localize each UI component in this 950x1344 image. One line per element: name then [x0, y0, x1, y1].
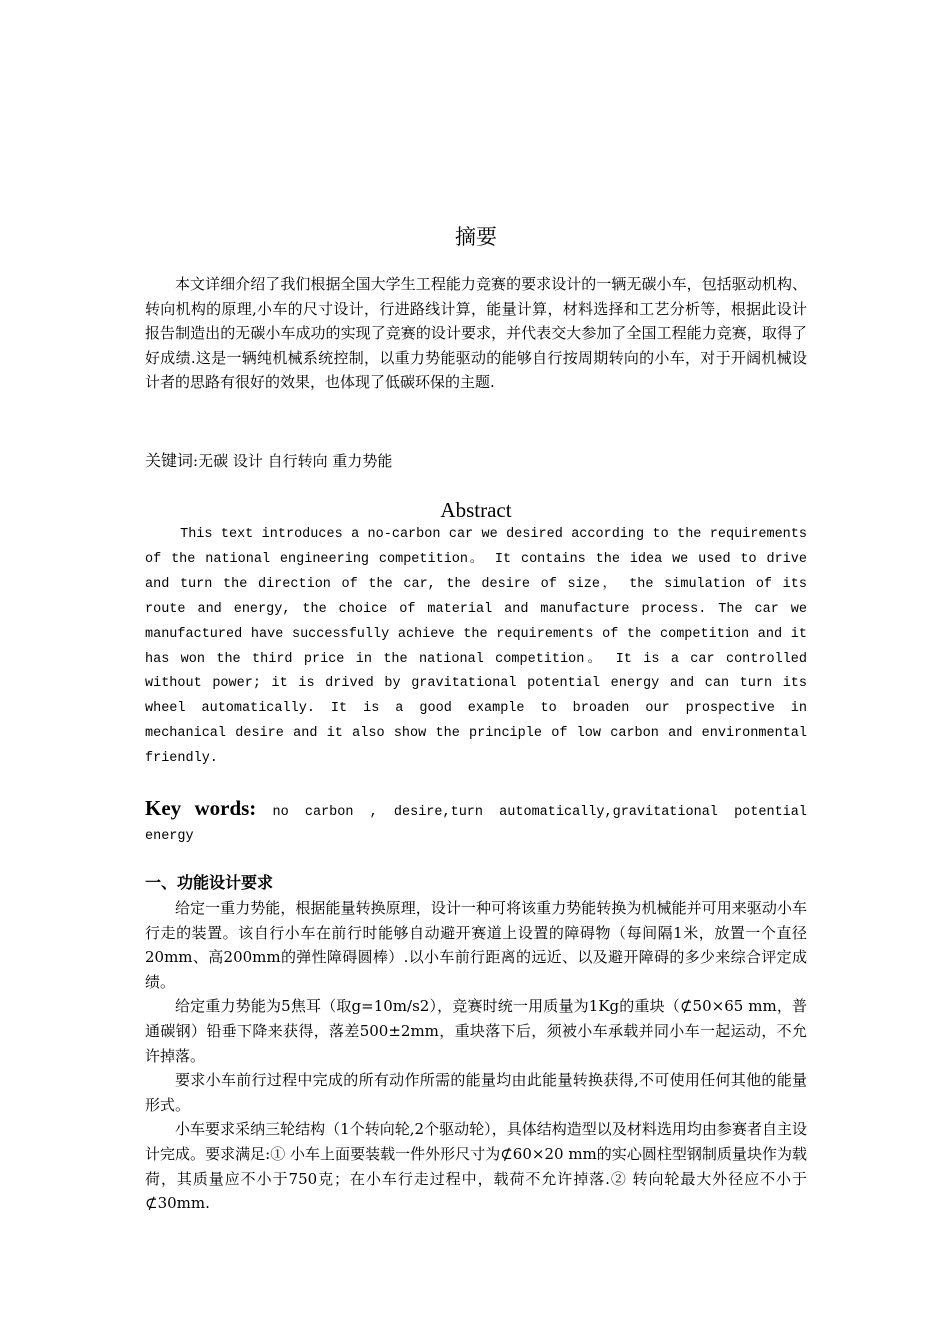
abstract-paragraph-zh: 本文详细介绍了我们根据全国大学生工程能力竞赛的要求设计的一辆无碳小车，包括驱动机构、转向机构的原理,小车的尺寸设计，行进路线计算，能量计算，材料选择和工艺分析等，根据此设计报告制造出的无碳小车成功的实现了竞赛的设计要求，并代表交大参加了全国工程能力竞赛，取得了好成绩.这是一辆纯机械系统控制，以重力势能驱动的能够自行按周期转向的小车，对于开阔机械设计者的思路有很好的效果，也体现了低碳环保的主题.: [145, 275, 807, 391]
abstract-title-en: Abstract: [440, 498, 512, 522]
keywords-label-zh: 关键词: [145, 451, 194, 470]
section-paragraph: 小车要求采纳三轮结构（1个转向轮,2个驱动轮），具体结构造型以及材料选用均由参赛者自主设计完成。要求满足:① 小车上面要装载一件外形尺寸为⊄60×20 mm的实心圆柱型钢制质量块作为载荷，其质量应不小于750克；在小车行走过程中，载荷不允许掉落.② 转向轮最大外径应不小于⊄30mm.: [145, 1120, 807, 1213]
section-heading: 一、功能设计要求: [145, 873, 274, 892]
keywords-zh: [145, 449, 807, 473]
section-paragraph: 给定一重力势能，根据能量转换原理，设计一种可将该重力势能转换为机械能并可用来驱动小车行走的装置。该自行小车在前行时能够自动避开赛道上设置的障碍物（每间隔1米，放置一个直径20mm、高200mm的弹性障碍圆棒）.以小车前行距离的远近、以及避开障碍的多少来综合评定成绩。: [145, 899, 807, 991]
keywords-en: [145, 796, 807, 849]
abstract-paragraph-en: This text introduces a no-carbon car we desired according to the requirements of the national engineering competition。 It contains the idea we used to drive and turn the direction of the car, the desire of size， the simulation of its route and energy, the choice of material and manufacture process. The car we manufactured have successfully achieve the requirements of the competition and it has won the third price in the national competition。 It is a car controlled without power; it is drived by gravitational potential energy and can turn its wheel automatically. It is a good example to broaden our prospective in mechanical desire and it also show the principle of low carbon and environmental friendly.: [145, 527, 807, 767]
keywords-separator-zh: :: [193, 452, 199, 470]
section-body: [145, 896, 807, 1216]
keywords-text-en: no carbon , desire,turn automatically,gravitational potential energy: [145, 805, 807, 844]
abstract-body-zh: [145, 272, 807, 395]
keywords-text-zh: 无碳 设计 自行转向 重力势能: [198, 452, 393, 470]
abstract-title-zh: 摘要: [455, 225, 497, 249]
section-paragraph: 要求小车前行过程中完成的所有动作所需的能量均由此能量转换获得,不可使用任何其他的能量形式。: [145, 1071, 807, 1114]
keywords-label-en: Key words:: [145, 796, 257, 820]
section-paragraph: 给定重力势能为5焦耳（取g=10m/s2），竞赛时统一用质量为1Kg的重块（⊄50×65 mm，普通碳钢）铅垂下降来获得，落差500±2mm，重块落下后，须被小车承载并同小车一起运动，不允许掉落。: [145, 997, 807, 1065]
